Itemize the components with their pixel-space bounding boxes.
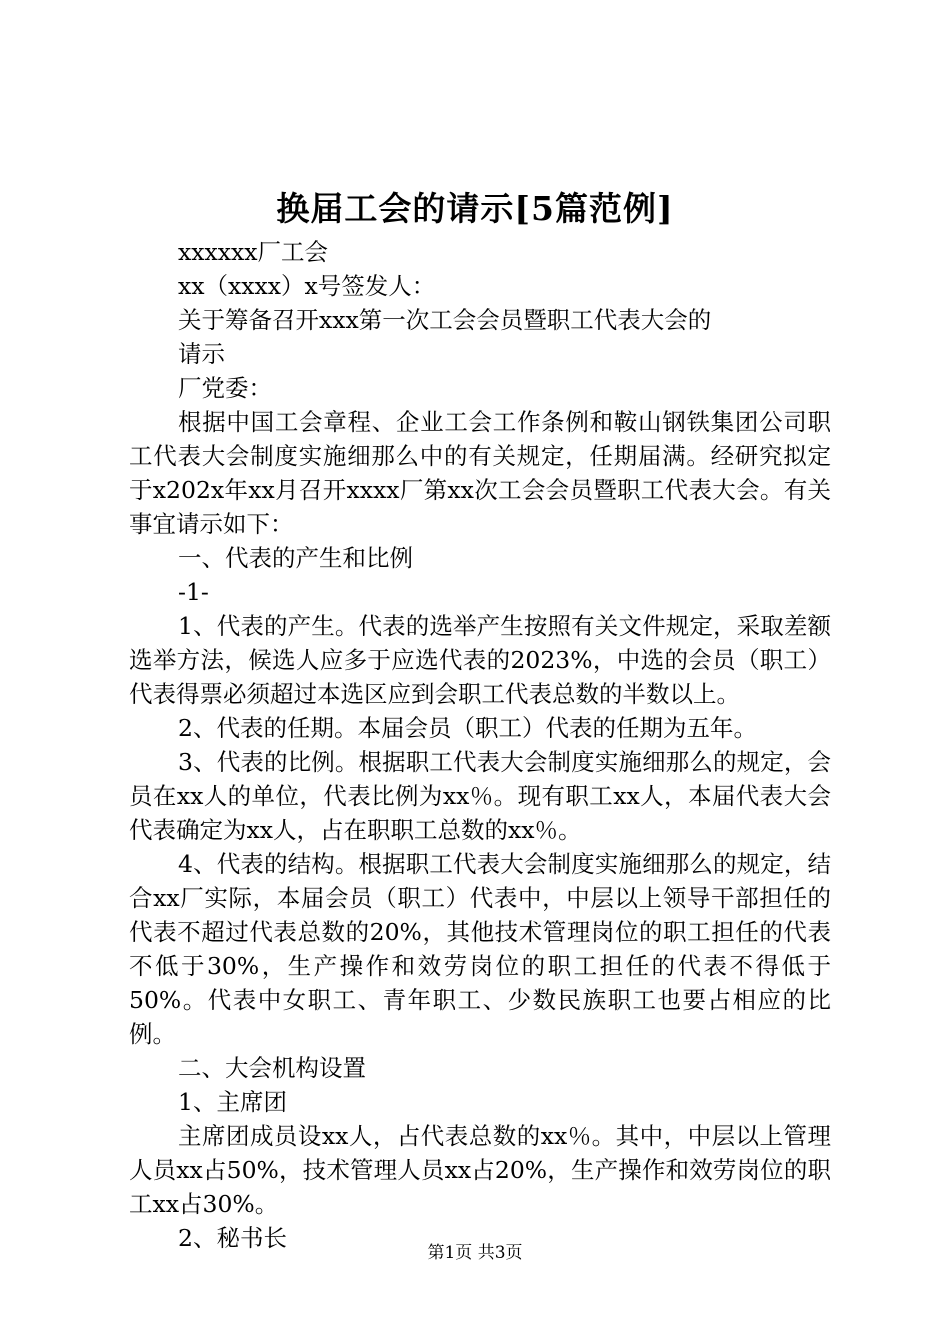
document-body bbox=[129, 235, 831, 1255]
presidium-paragraph: 主席团成员设xx人，占代表总数的xx％。其中，中层以上管理人员xx占50%，技术管理人员xx占20%，生产操作和效劳岗位的职工xx占30%。 bbox=[129, 1122, 831, 1218]
item-paragraph-2: 2、代表的任期。本届会员（职工）代表的任期为五年。 bbox=[178, 714, 757, 742]
doc-number-line: xx（xxxx）x号签发人： bbox=[178, 272, 436, 300]
org-line: xxxxxx厂工会 bbox=[178, 238, 329, 266]
addressee-line: 厂党委： bbox=[178, 374, 272, 402]
subject-line-2: 请示 bbox=[178, 340, 225, 368]
item-paragraph-3: 3、代表的比例。根据职工代表大会制度实施细那么的规定，会员在xx人的单位，代表比例为xx％。现有职工xx人，本届代表大会代表确定为xx人，占在职职工总数的xx％。 bbox=[129, 748, 831, 844]
item-paragraph-4: 4、代表的结构。根据职工代表大会制度实施细那么的规定，结合xx厂实际，本届会员（职工）代表中，中层以上领导干部担任的代表不超过代表总数的20%，其他技术管理岗位的职工担任的代表不低于30%，生产操作和效劳岗位的职工担任的代表不得低于50%。代表中女职工、青年职工、少数民族职工也要占相应的比例。 bbox=[129, 850, 831, 1048]
subject-line-1: 关于筹备召开xxx第一次工会会员暨职工代表大会的 bbox=[178, 306, 712, 334]
page-footer: 第1页 共3页 bbox=[427, 1243, 523, 1263]
subsection-heading-1: 1、主席团 bbox=[178, 1088, 287, 1116]
document-title: 换届工会的请示[5篇范例] bbox=[276, 189, 674, 228]
item-paragraph-1: 1、代表的产生。代表的选举产生按照有关文件规定，采取差额选举方法，候选人应多于应选代表的2023%，中选的会员（职工）代表得票必须超过本选区应到会职工代表总数的半数以上。 bbox=[129, 612, 831, 708]
subsection-heading-2: 2、秘书长 bbox=[178, 1224, 287, 1252]
section-heading-2: 二、大会机构设置 bbox=[178, 1054, 366, 1082]
page-marker: -1- bbox=[178, 578, 209, 606]
section-heading-1: 一、代表的产生和比例 bbox=[178, 544, 413, 572]
intro-paragraph: 根据中国工会章程、企业工会工作条例和鞍山钢铁集团公司职工代表大会制度实施细那么中的有关规定，任期届满。经研究拟定于x202x年xx月召开xxxx厂第xx次工会会员暨职工代表大会。有关事宜请示如下： bbox=[129, 408, 831, 538]
